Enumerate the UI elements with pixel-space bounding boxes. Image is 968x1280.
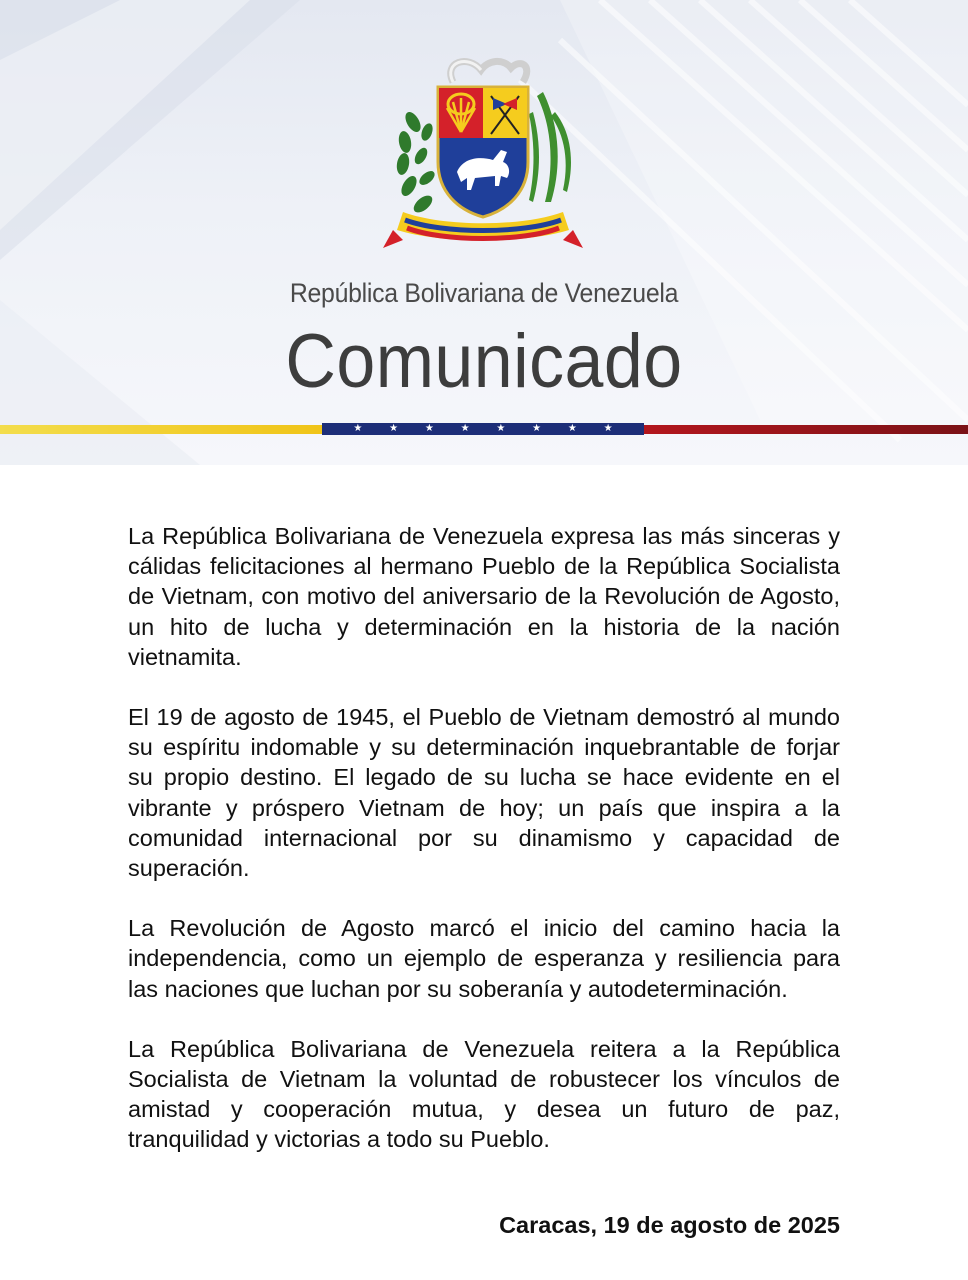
- star-icon: ★: [567, 423, 577, 434]
- document-title: Comunicado: [285, 319, 683, 404]
- star-icon: ★: [603, 423, 613, 434]
- letterhead: [0, 0, 968, 465]
- flag-stars: [322, 423, 644, 435]
- star-icon: ★: [460, 423, 470, 434]
- star-icon: ★: [424, 423, 434, 434]
- star-icon: ★: [353, 423, 363, 434]
- flag-color-bar: [0, 423, 968, 435]
- communique-body: [128, 521, 840, 1185]
- paragraph-cooperation: La República Bolivariana de Venezuela reitera a la República Socialista de Vietnam la voluntad de robustecer los vínculos de amistad y cooperación mutua, y desea un futuro de paz, tranquilidad y victorias a todo su Pueblo.: [128, 1035, 840, 1153]
- paragraph-history: El 19 de agosto de 1945, el Pueblo de Vietnam demostró al mundo su espíritu indomable y su determinación inquebrantable de forjar su propio destino. El legado de su lucha se hace evidente en el vibrante y próspero Vietnam de hoy; un país que inspira a la comunidad internacional por su dinamismo y capacidad de superación.: [128, 704, 840, 882]
- star-icon: ★: [496, 423, 506, 434]
- republic-name: República Bolivariana de Venezuela: [289, 278, 679, 308]
- paragraph-congratulations: La República Bolivariana de Venezuela expresa las más sinceras y cálidas felicitaciones al hermano Pueblo de la República Socialista de Vietnam, con motivo del aniversario de la Revolución de Agosto, un hito de lucha y determinación en la historia de la nación vietnamita.: [128, 523, 840, 670]
- star-icon: ★: [389, 423, 399, 434]
- star-icon: ★: [532, 423, 542, 434]
- coat-of-arms-emblem: [383, 52, 583, 257]
- flag-red-stripe: [644, 425, 968, 434]
- paragraph-independence: La Revolución de Agosto marcó el inicio del camino hacia la independencia, como un ejemplo de esperanza y resiliencia para las naciones que luchan por su soberanía y autodeterminación.: [128, 915, 840, 1002]
- place-and-date: Caracas, 19 de agosto de 2025: [499, 1212, 840, 1238]
- flag-yellow-stripe: [0, 425, 322, 434]
